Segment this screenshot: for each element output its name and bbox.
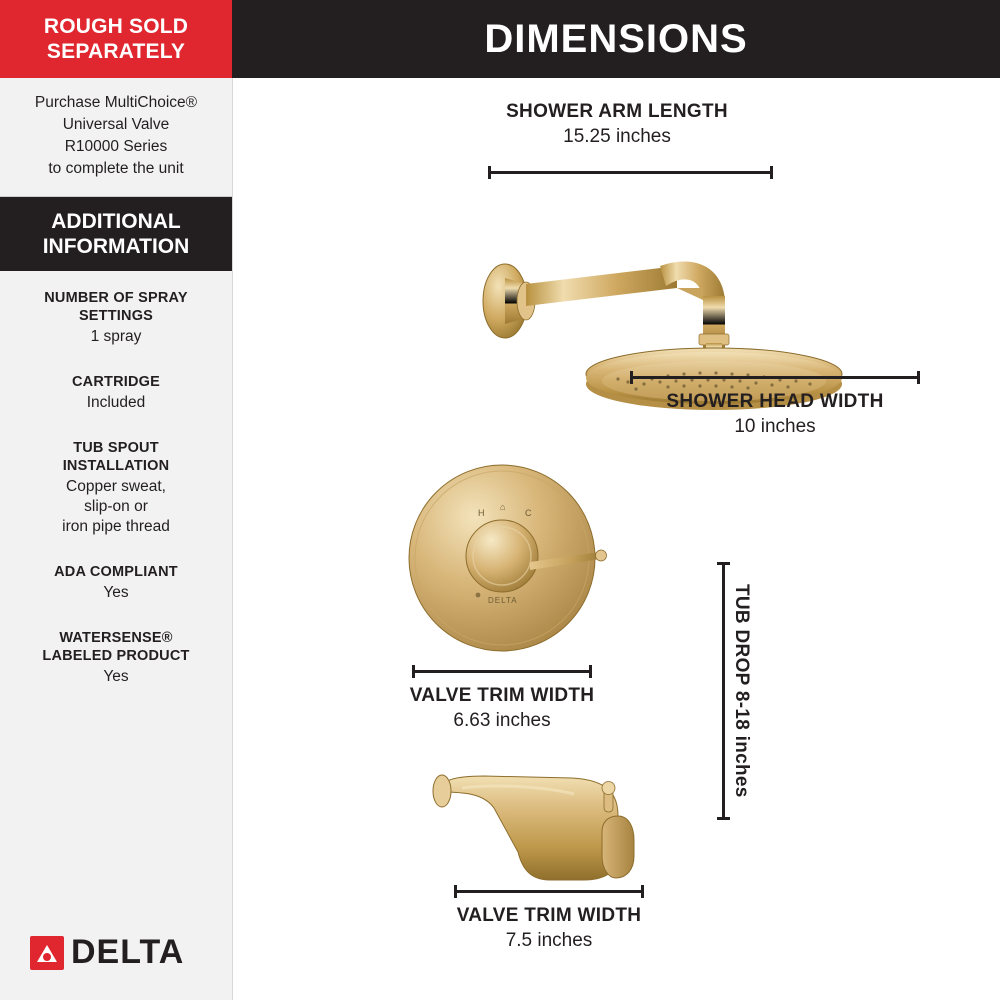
spec-label-line-1: WATERSENSE® bbox=[59, 630, 173, 646]
spec-label-line-2: SETTINGS bbox=[78, 308, 154, 324]
spec-label-line-2: LABELED PRODUCT bbox=[42, 648, 190, 664]
rough-band-line-1: ROUGH SOLD bbox=[43, 15, 189, 38]
spec-label-line-1: CARTRIDGE bbox=[72, 374, 160, 390]
spec-tub-spout-installation bbox=[10, 439, 222, 537]
spec-value: Yes bbox=[103, 584, 129, 601]
shower-arm-dimension-line bbox=[488, 171, 773, 174]
purchase-note-line-1: Purchase MultiChoice® bbox=[34, 94, 198, 111]
spec-label-line-2: INSTALLATION bbox=[62, 458, 170, 474]
tub-drop-dimension-line bbox=[722, 562, 725, 820]
diagram-canvas bbox=[232, 78, 1000, 1000]
shower-arm-caption bbox=[462, 100, 772, 149]
shower-head-label: SHOWER HEAD WIDTH bbox=[666, 391, 884, 412]
svg-text:⌂: ⌂ bbox=[500, 502, 506, 512]
rough-sold-separately-band bbox=[0, 0, 232, 78]
shower-arm-label: SHOWER ARM LENGTH bbox=[506, 101, 728, 122]
valve-trim-label: VALVE TRIM WIDTH bbox=[409, 685, 595, 706]
header-bar bbox=[232, 0, 1000, 78]
tub-spout-dimension-line bbox=[454, 890, 644, 893]
spec-value: Included bbox=[86, 394, 146, 411]
tub-drop-label: TUB DROP 8-18 inches bbox=[731, 584, 752, 798]
spec-value: 1 spray bbox=[90, 328, 142, 345]
spec-cartridge bbox=[10, 373, 222, 413]
purchase-note-line-4: to complete the unit bbox=[48, 160, 184, 177]
spec-value-line-2: slip-on or bbox=[84, 498, 148, 515]
shower-head-caption bbox=[612, 390, 938, 439]
delta-triangle-icon bbox=[30, 936, 64, 970]
valve-trim-value: 6.63 inches bbox=[453, 710, 551, 731]
svg-text:C: C bbox=[525, 508, 532, 518]
svg-text:DELTA: DELTA bbox=[488, 596, 518, 605]
spec-label-line-1: ADA COMPLIANT bbox=[54, 564, 178, 580]
shower-head-value: 10 inches bbox=[734, 416, 816, 437]
purchase-note bbox=[0, 78, 232, 196]
tub-spout-caption bbox=[412, 904, 686, 953]
svg-text:H: H bbox=[478, 508, 485, 518]
shower-arm-value: 15.25 inches bbox=[563, 126, 671, 147]
spec-value: Yes bbox=[103, 668, 129, 685]
spec-value-line-3: iron pipe thread bbox=[62, 518, 170, 535]
spec-label-line-1: NUMBER OF SPRAY bbox=[44, 290, 188, 306]
spec-ada-compliant bbox=[10, 563, 222, 603]
spec-value-line-1: Copper sweat, bbox=[66, 478, 166, 495]
spec-number-of-spray-settings bbox=[10, 289, 222, 347]
tub-drop-caption bbox=[730, 562, 752, 820]
delta-logo bbox=[30, 933, 184, 972]
purchase-note-line-2: Universal Valve bbox=[62, 116, 170, 133]
valve-trim-caption bbox=[372, 684, 632, 733]
tub-spout-value: 7.5 inches bbox=[505, 930, 593, 951]
page-title: DIMENSIONS bbox=[484, 16, 748, 61]
additional-information-band bbox=[0, 197, 232, 271]
delta-wordmark: DELTA bbox=[71, 933, 185, 971]
valve-trim-dimension-line bbox=[412, 670, 592, 673]
purchase-note-line-3: R10000 Series bbox=[64, 138, 168, 155]
spec-list bbox=[0, 271, 232, 687]
tub-spout-label: VALVE TRIM WIDTH bbox=[456, 905, 642, 926]
spec-watersense-labeled-product bbox=[10, 629, 222, 687]
shower-head-dimension-line bbox=[630, 376, 920, 379]
info-band-line-2: INFORMATION bbox=[42, 235, 190, 258]
spec-label-line-1: TUB SPOUT bbox=[73, 440, 159, 456]
rough-band-line-2: SEPARATELY bbox=[46, 40, 186, 63]
sidebar bbox=[0, 0, 233, 1000]
info-band-line-1: ADDITIONAL bbox=[51, 210, 181, 233]
tub-spout-art bbox=[422, 768, 722, 908]
